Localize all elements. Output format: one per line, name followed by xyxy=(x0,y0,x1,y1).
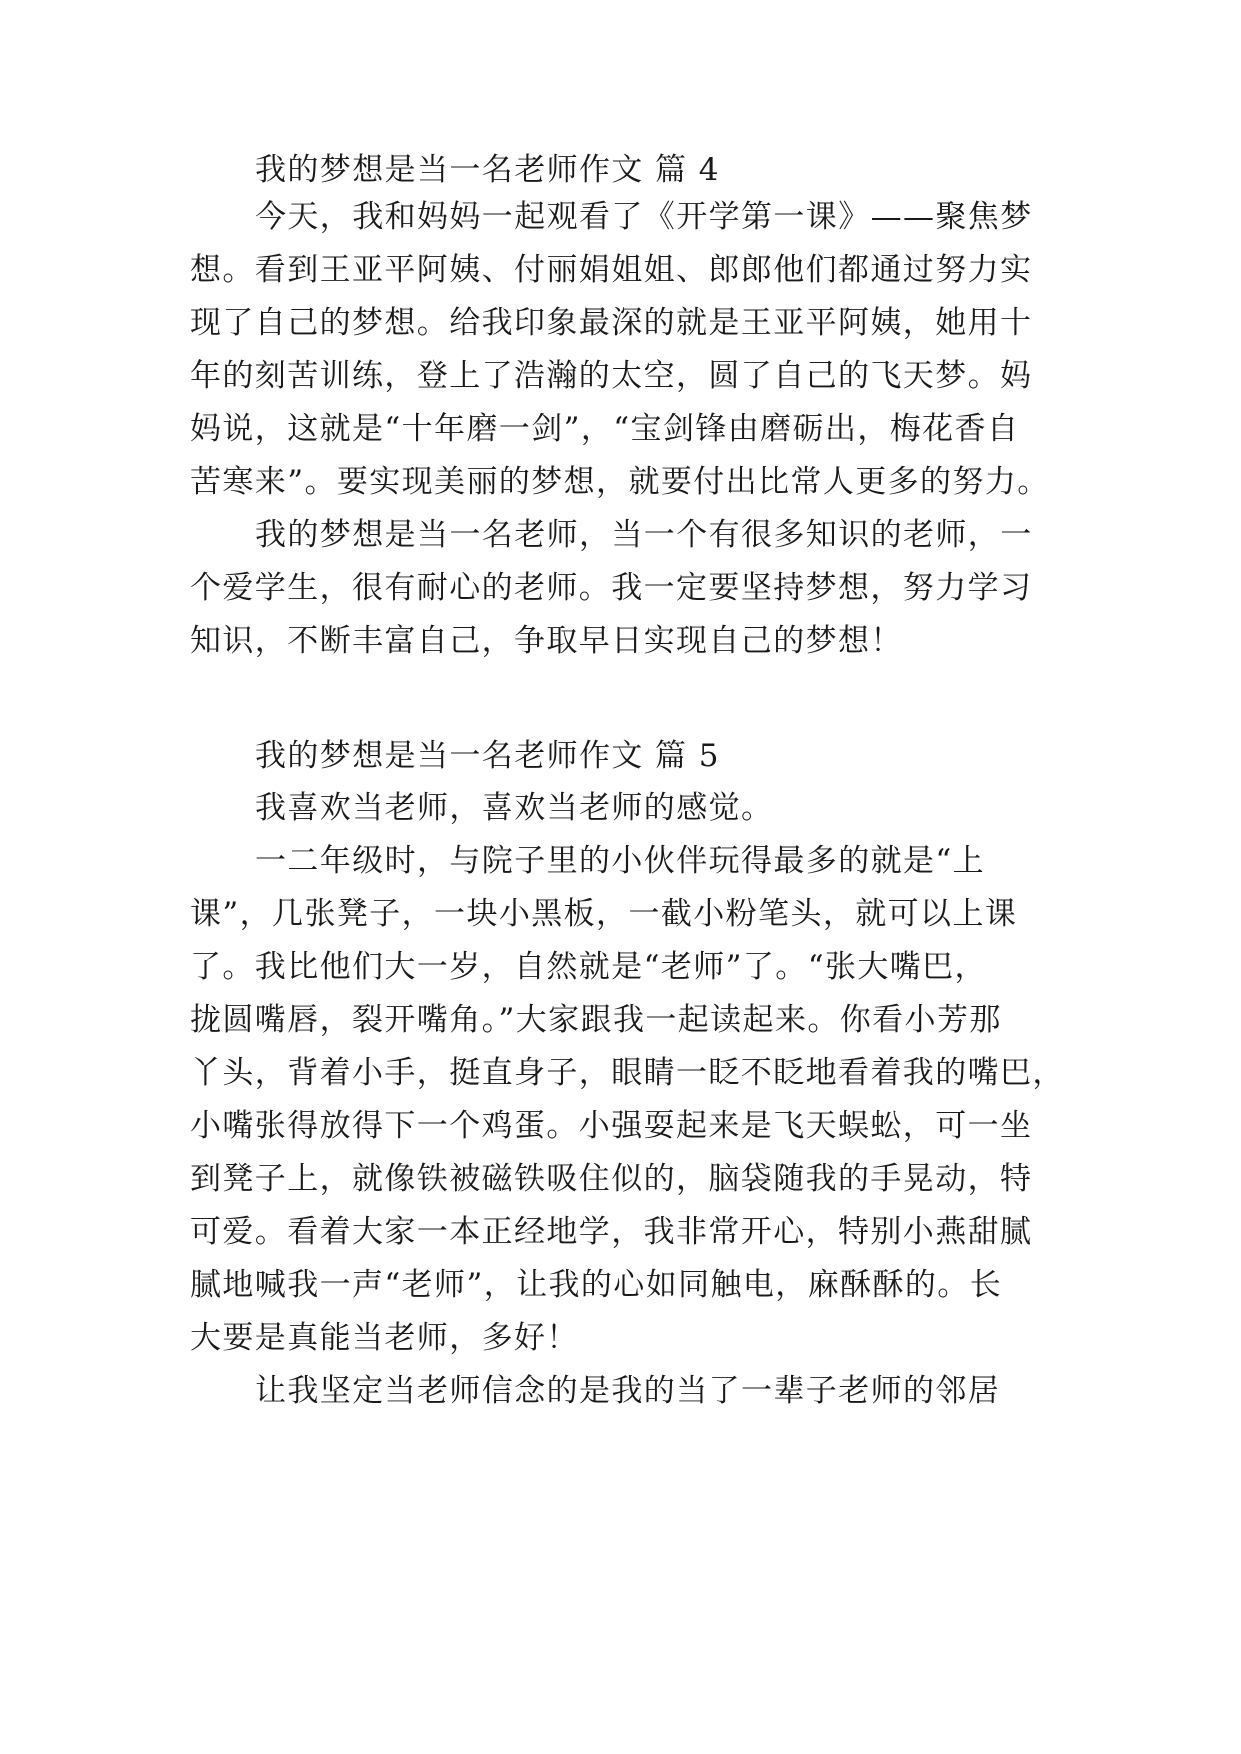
paragraph-line: 腻地喊我一声“老师”，让我的心如同触电，麻酥酥的。长 xyxy=(190,1267,1003,1303)
paragraph-line: 我的梦想是当一名老师，当一个有很多知识的老师，一 xyxy=(255,517,1033,553)
section-heading: 我的梦想是当一名老师作文 篇 4 xyxy=(255,152,720,188)
paragraph-line: 想。看到王亚平阿姨、付丽娟姐姐、郎郎他们都通过努力实 xyxy=(190,252,1033,288)
paragraph-line: 让我坚定当老师信念的是我的当了一辈子老师的邻居 xyxy=(255,1373,1001,1409)
paragraph-line: 今天，我和妈妈一起观看了《开学第一课》——聚焦梦 xyxy=(255,199,1033,235)
paragraph-line: 苦寒来”。要实现美丽的梦想，就要付出比常人更多的努力。 xyxy=(190,464,1050,500)
paragraph-line: 到凳子上，就像铁被磁铁吸住似的，脑袋随我的手晃动，特 xyxy=(190,1161,1033,1197)
paragraph-line: 拢圆嘴唇，裂开嘴角。”大家跟我一起读起来。你看小芳那 xyxy=(190,1002,1002,1038)
paragraph-line: 妈说，这就是“十年磨一剑”，“宝剑锋由磨砺出，梅花香自 xyxy=(190,411,1020,447)
paragraph-line: 大要是真能当老师，多好！ xyxy=(190,1320,579,1356)
paragraph-line: 我喜欢当老师，喜欢当老师的感觉。 xyxy=(255,790,774,826)
paragraph-line: 知识，不断丰富自己，争取早日实现自己的梦想！ xyxy=(190,623,903,659)
paragraph-line: 了。我比他们大一岁，自然就是“老师”了。“张大嘴巴， xyxy=(190,949,987,985)
paragraph-line: 丫头，背着小手，挺直身子，眼睛一眨不眨地看着我的嘴巴， xyxy=(190,1055,1065,1091)
paragraph-line: 年的刻苦训练，登上了浩瀚的太空，圆了自己的飞天梦。妈 xyxy=(190,358,1033,394)
paragraph-line: 一二年级时，与院子里的小伙伴玩得最多的就是“上 xyxy=(255,843,986,879)
paragraph-line: 个爱学生，很有耐心的老师。我一定要坚持梦想，努力学习 xyxy=(190,570,1033,606)
paragraph-line: 课”，几张凳子，一块小黑板，一截小粉笔头，就可以上课 xyxy=(190,896,1018,932)
paragraph-line: 现了自己的梦想。给我印象最深的就是王亚平阿姨，她用十 xyxy=(190,305,1033,341)
section-heading: 我的梦想是当一名老师作文 篇 5 xyxy=(255,738,720,774)
paragraph-line: 可爱。看着大家一本正经地学，我非常开心，特别小燕甜腻 xyxy=(190,1214,1033,1250)
paragraph-line: 小嘴张得放得下一个鸡蛋。小强耍起来是飞天蜈蚣，可一坐 xyxy=(190,1108,1033,1144)
